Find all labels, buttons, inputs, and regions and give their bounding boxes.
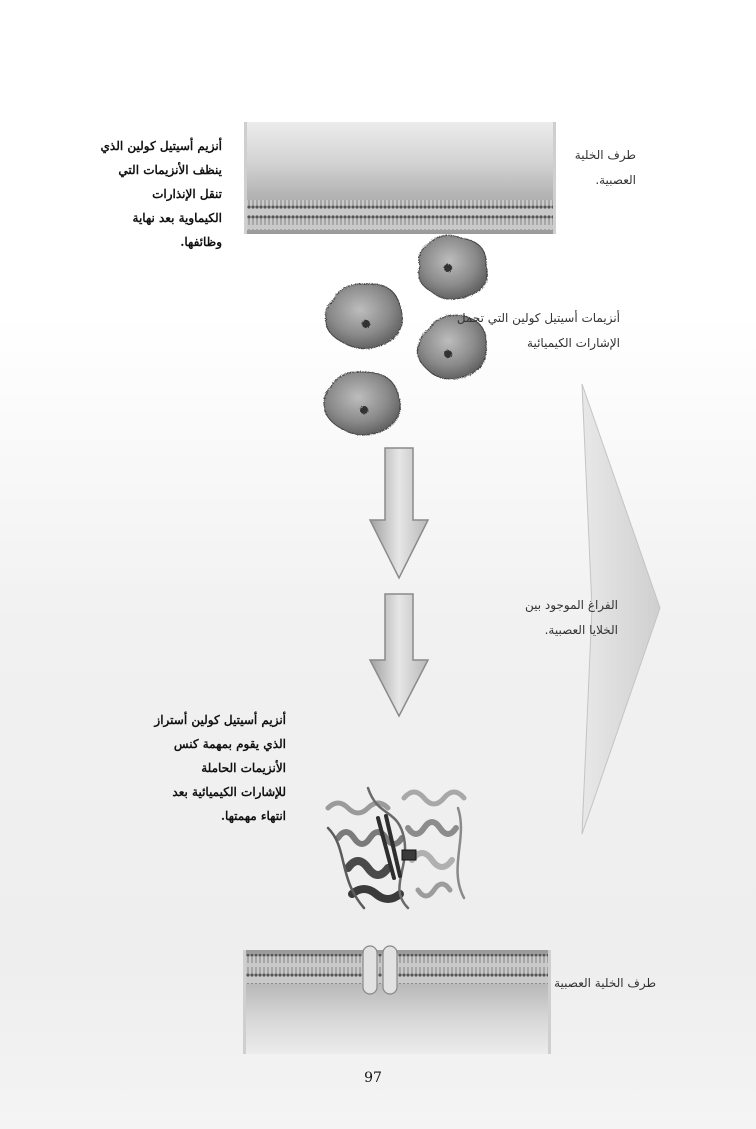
signal-enzymes-label (434, 306, 620, 356)
label-line: الإشارات الكيميائية (527, 336, 620, 350)
label-line: طرف الخلية (574, 148, 636, 162)
note-line: انتهاء مهمتها. (220, 809, 286, 823)
synaptic-gap-label (490, 593, 618, 643)
enzyme-blob-1 (419, 235, 488, 299)
page-number: 97 (364, 1070, 382, 1086)
bottom-membrane-label (534, 971, 656, 996)
note-line: أنزيم أسيتيل كولين أستراز (154, 713, 286, 727)
note-line: وظائفها. (180, 235, 222, 249)
label-line: طرف الخلية العصبية (554, 976, 656, 990)
enzyme-blob-4 (324, 372, 400, 435)
top-membrane-pattern (247, 122, 553, 234)
note-line: الكيماوية بعد نهاية (132, 211, 222, 225)
note-line: أنزيم أسيتيل كولين الذي (100, 139, 222, 153)
note-line: ينظف الأنزيمات التي (118, 163, 222, 177)
note-line: تنقل الإنذارات (152, 187, 222, 201)
enzyme-blob-2 (326, 284, 403, 349)
down-arrow-2 (368, 592, 430, 720)
acetylcholinesterase-note (108, 708, 286, 828)
label-line: أنزيمات أسيتيل كولين التي تحمل (456, 311, 620, 325)
note-line: الذي يقوم بمهمة كنس (173, 737, 286, 751)
down-arrow-1 (368, 446, 430, 582)
note-line: الأنزيمات الحاملة (201, 761, 286, 775)
cholinesterase-note (56, 134, 222, 254)
acetylcholinesterase-protein (308, 768, 480, 928)
label-line: الفراغ الموجود بين (525, 598, 618, 612)
label-line: العصبية. (595, 173, 636, 187)
label-line: الخلايا العصبية. (544, 623, 618, 637)
receptor-channel (360, 942, 400, 998)
top-membrane-label (520, 143, 636, 193)
note-line: للإشارات الكيميائية بعد (172, 785, 286, 799)
top-nerve-membrane (244, 122, 556, 234)
